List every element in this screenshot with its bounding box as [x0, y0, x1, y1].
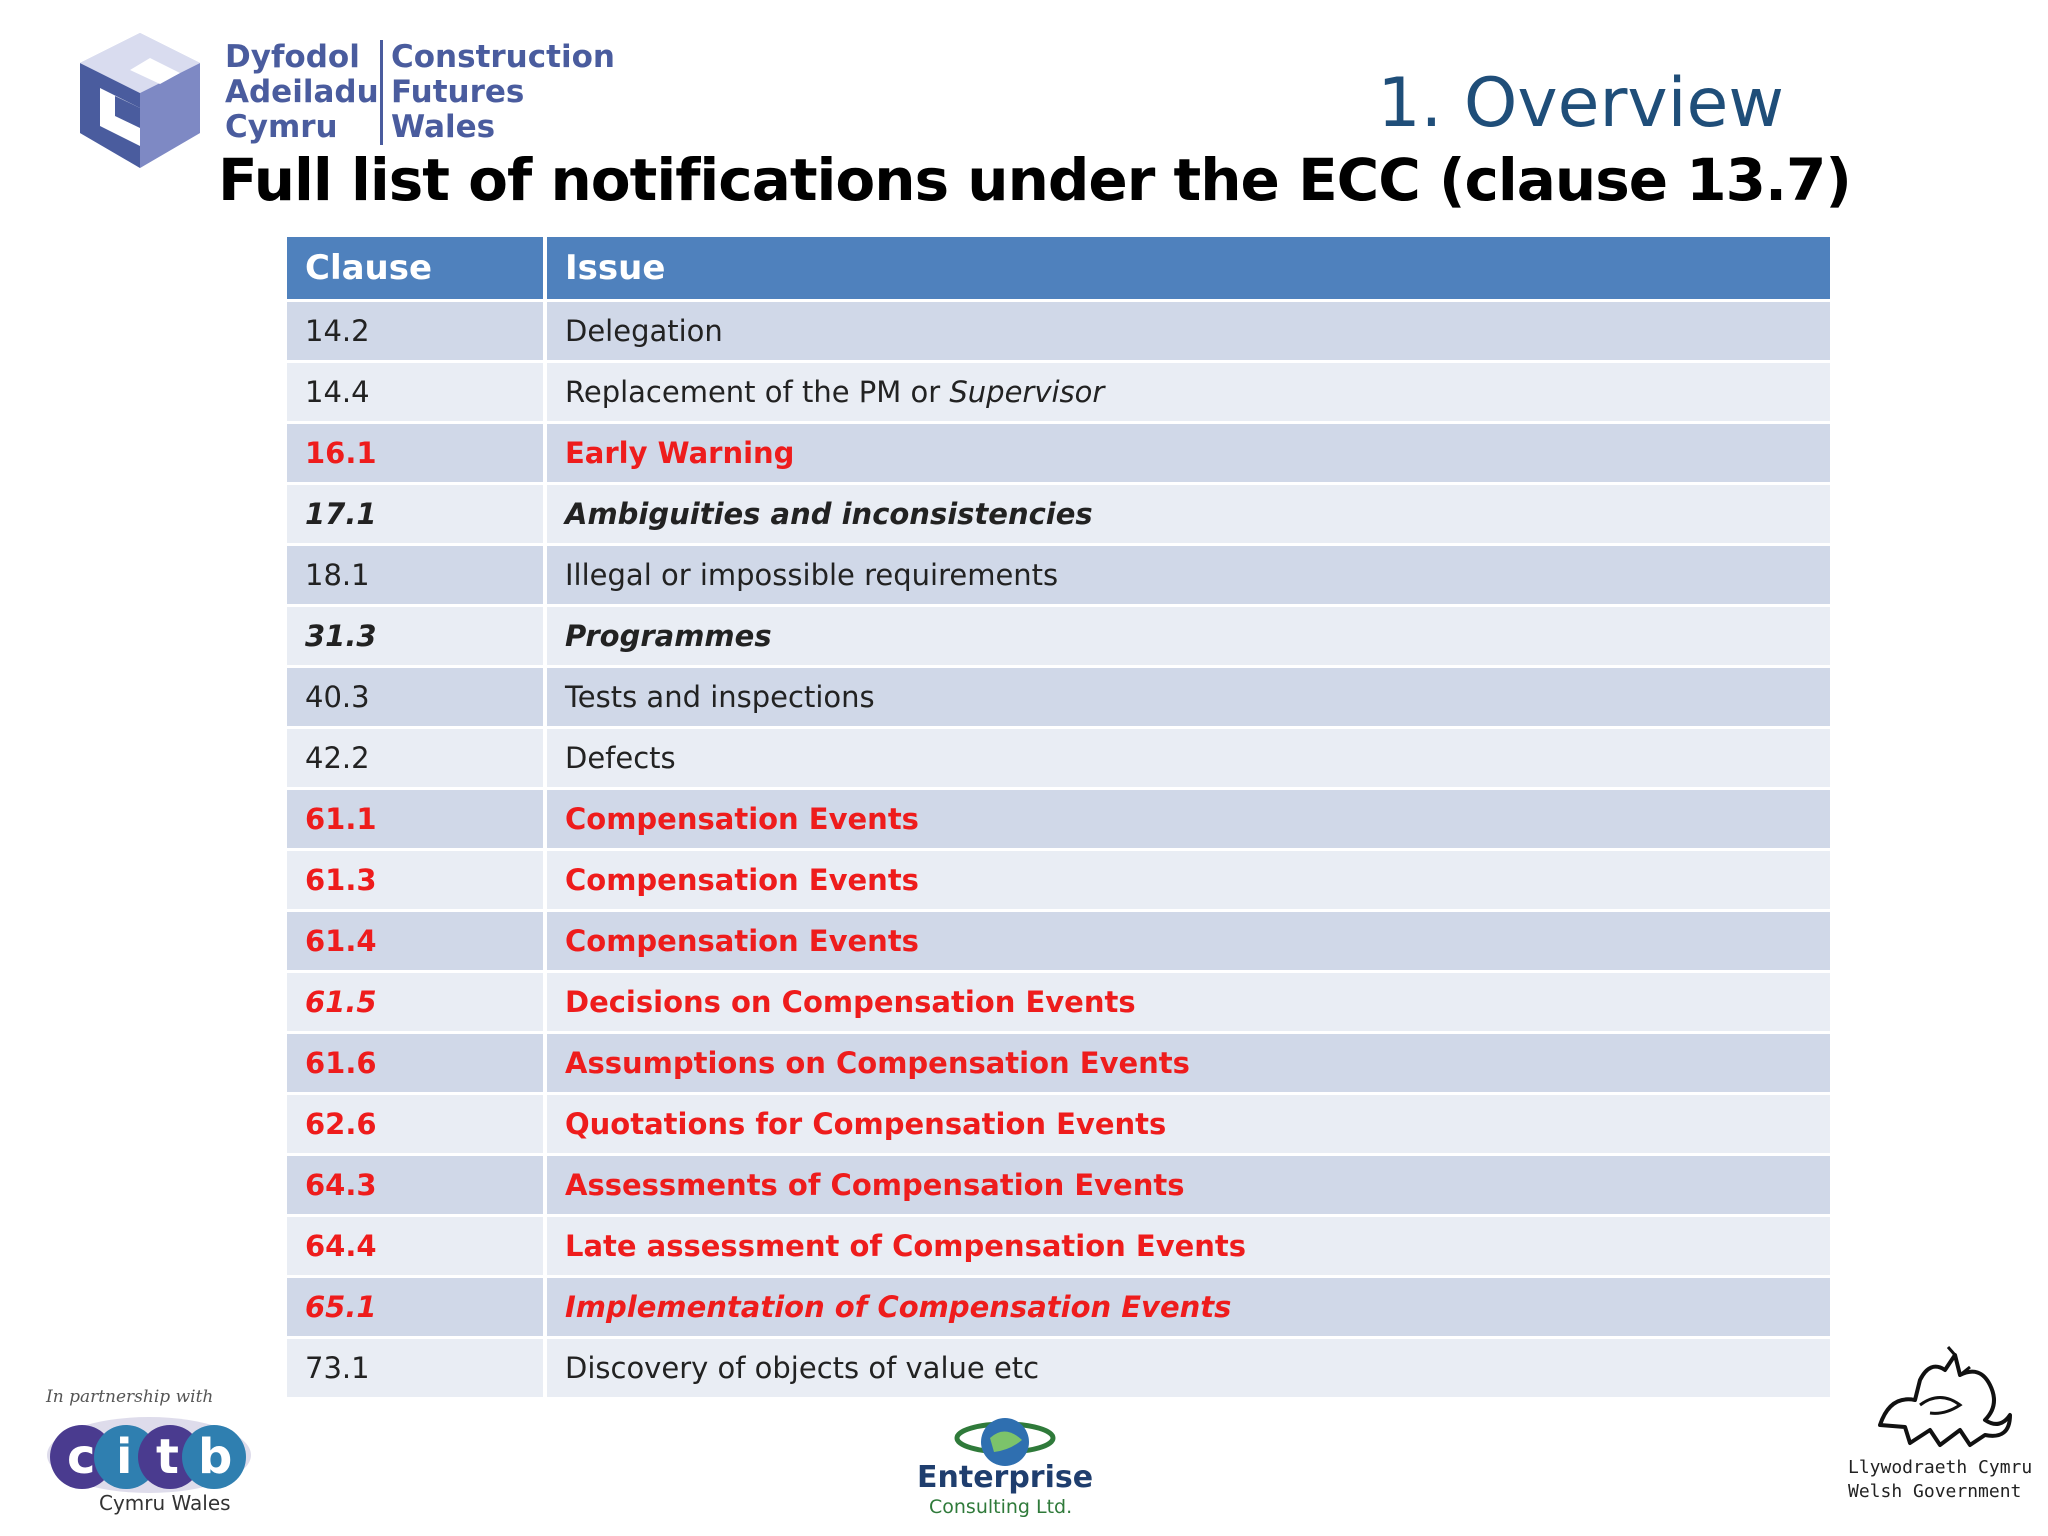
- issue-text: Ambiguities and inconsistencies: [565, 497, 1093, 531]
- svg-text:i: i: [116, 1429, 133, 1485]
- clause-cell: 65.1: [285, 1277, 545, 1338]
- clause-cell: 62.6: [285, 1094, 545, 1155]
- issue-cell: [545, 606, 1832, 667]
- issue-text: Discovery of objects of value etc: [565, 1351, 1040, 1385]
- welsh-government-logo: [1840, 1345, 2040, 1520]
- issue-emphasis: Supervisor: [949, 375, 1105, 409]
- issue-cell: [545, 1094, 1832, 1155]
- globe-icon: [950, 1408, 1060, 1468]
- clause-cell: 64.3: [285, 1155, 545, 1216]
- issue-text: Compensation Events: [565, 924, 919, 958]
- welsh-gov-line1: Llywodraeth Cymru: [1848, 1457, 2033, 1478]
- issue-text: Replacement of the PM or: [565, 375, 950, 409]
- issue-text: Compensation Events: [565, 863, 919, 897]
- logo-line: Adeiladu: [225, 74, 379, 110]
- clause-cell: 16.1: [285, 423, 545, 484]
- table-row: [285, 1216, 1832, 1277]
- table-row: [285, 1338, 1832, 1399]
- issue-text: Compensation Events: [565, 802, 919, 836]
- table-body: [285, 301, 1832, 1399]
- clause-cell: 61.5: [285, 972, 545, 1033]
- clause-cell: 18.1: [285, 545, 545, 606]
- issue-text: Tests and inspections: [565, 680, 875, 714]
- logo-line: Wales: [391, 109, 496, 145]
- cube-logo-icon: [70, 28, 210, 173]
- issue-cell: [545, 728, 1832, 789]
- clause-cell: 14.2: [285, 301, 545, 362]
- issue-text: Quotations for Compensation Events: [565, 1107, 1167, 1141]
- table-row: [285, 850, 1832, 911]
- logo-line: Futures: [391, 74, 525, 110]
- clause-cell: 64.4: [285, 1216, 545, 1277]
- issue-cell: [545, 484, 1832, 545]
- issue-cell: [545, 667, 1832, 728]
- clause-cell: 17.1: [285, 484, 545, 545]
- issue-text: Late assessment of Compensation Events: [565, 1229, 1247, 1263]
- issue-text: Programmes: [565, 619, 772, 653]
- table-row: [285, 484, 1832, 545]
- welsh-gov-line2: Welsh Government: [1848, 1481, 2022, 1502]
- issue-text: Early Warning: [565, 436, 795, 470]
- issue-cell: [545, 972, 1832, 1033]
- notifications-table: [283, 237, 1834, 1400]
- table-row: [285, 423, 1832, 484]
- issue-cell: [545, 1033, 1832, 1094]
- table-row: [285, 789, 1832, 850]
- page-title: Full list of notifications under the ECC (clause 13.7): [218, 146, 1851, 214]
- issue-text: Illegal or impossible requirements: [565, 558, 1059, 592]
- table-row: [285, 728, 1832, 789]
- table-row: [285, 606, 1832, 667]
- issue-cell: [545, 362, 1832, 423]
- issue-text: Assessments of Compensation Events: [565, 1168, 1185, 1202]
- logo-line: Dyfodol: [225, 39, 360, 75]
- issue-cell: [545, 911, 1832, 972]
- issue-text: Decisions on Compensation Events: [565, 985, 1136, 1019]
- column-header-clause: Clause: [285, 237, 545, 301]
- logo-line: Construction: [391, 39, 615, 75]
- section-heading: 1. Overview: [1377, 64, 1784, 143]
- logo-english-text: [380, 40, 615, 145]
- logo-welsh-text: [225, 40, 379, 145]
- column-header-issue: Issue: [545, 237, 1832, 301]
- issue-cell: [545, 1338, 1832, 1399]
- issue-cell: [545, 789, 1832, 850]
- table-row: [285, 545, 1832, 606]
- issue-cell: [545, 1277, 1832, 1338]
- clause-cell: 61.3: [285, 850, 545, 911]
- clause-cell: 61.1: [285, 789, 545, 850]
- issue-cell: [545, 301, 1832, 362]
- clause-cell: 42.2: [285, 728, 545, 789]
- issue-cell: [545, 423, 1832, 484]
- clause-cell: 61.6: [285, 1033, 545, 1094]
- citb-wordmark-icon: [44, 1407, 254, 1497]
- enterprise-name: Enterprise: [917, 1460, 1094, 1495]
- issue-cell: [545, 545, 1832, 606]
- citb-logo: [44, 1385, 264, 1525]
- table-header-row: [285, 237, 1832, 301]
- table-row: [285, 1155, 1832, 1216]
- clause-cell: 73.1: [285, 1338, 545, 1399]
- clause-cell: 40.3: [285, 667, 545, 728]
- table-row: [285, 667, 1832, 728]
- table-row: [285, 911, 1832, 972]
- citb-region-text: Cymru Wales: [99, 1491, 231, 1515]
- table-row: [285, 301, 1832, 362]
- svg-text:c: c: [67, 1429, 96, 1485]
- issue-cell: [545, 850, 1832, 911]
- svg-text:t: t: [156, 1429, 179, 1485]
- table-row: [285, 1033, 1832, 1094]
- issue-text: Defects: [565, 741, 676, 775]
- enterprise-consulting-logo: [905, 1408, 1105, 1518]
- issue-text: Implementation of Compensation Events: [565, 1290, 1232, 1324]
- svg-text:b: b: [198, 1429, 233, 1485]
- enterprise-sub: Consulting Ltd.: [929, 1496, 1073, 1518]
- issue-cell: [545, 1216, 1832, 1277]
- table-row: [285, 1094, 1832, 1155]
- table-row: [285, 972, 1832, 1033]
- logo-line: Cymru: [225, 109, 338, 145]
- welsh-dragon-icon: [1860, 1345, 2020, 1455]
- issue-text: Delegation: [565, 314, 723, 348]
- partner-text: In partnership with: [46, 1387, 214, 1407]
- table-row: [285, 1277, 1832, 1338]
- table-row: [285, 362, 1832, 423]
- issue-cell: [545, 1155, 1832, 1216]
- issue-text: Assumptions on Compensation Events: [565, 1046, 1190, 1080]
- clause-cell: 61.4: [285, 911, 545, 972]
- clause-cell: 31.3: [285, 606, 545, 667]
- clause-cell: 14.4: [285, 362, 545, 423]
